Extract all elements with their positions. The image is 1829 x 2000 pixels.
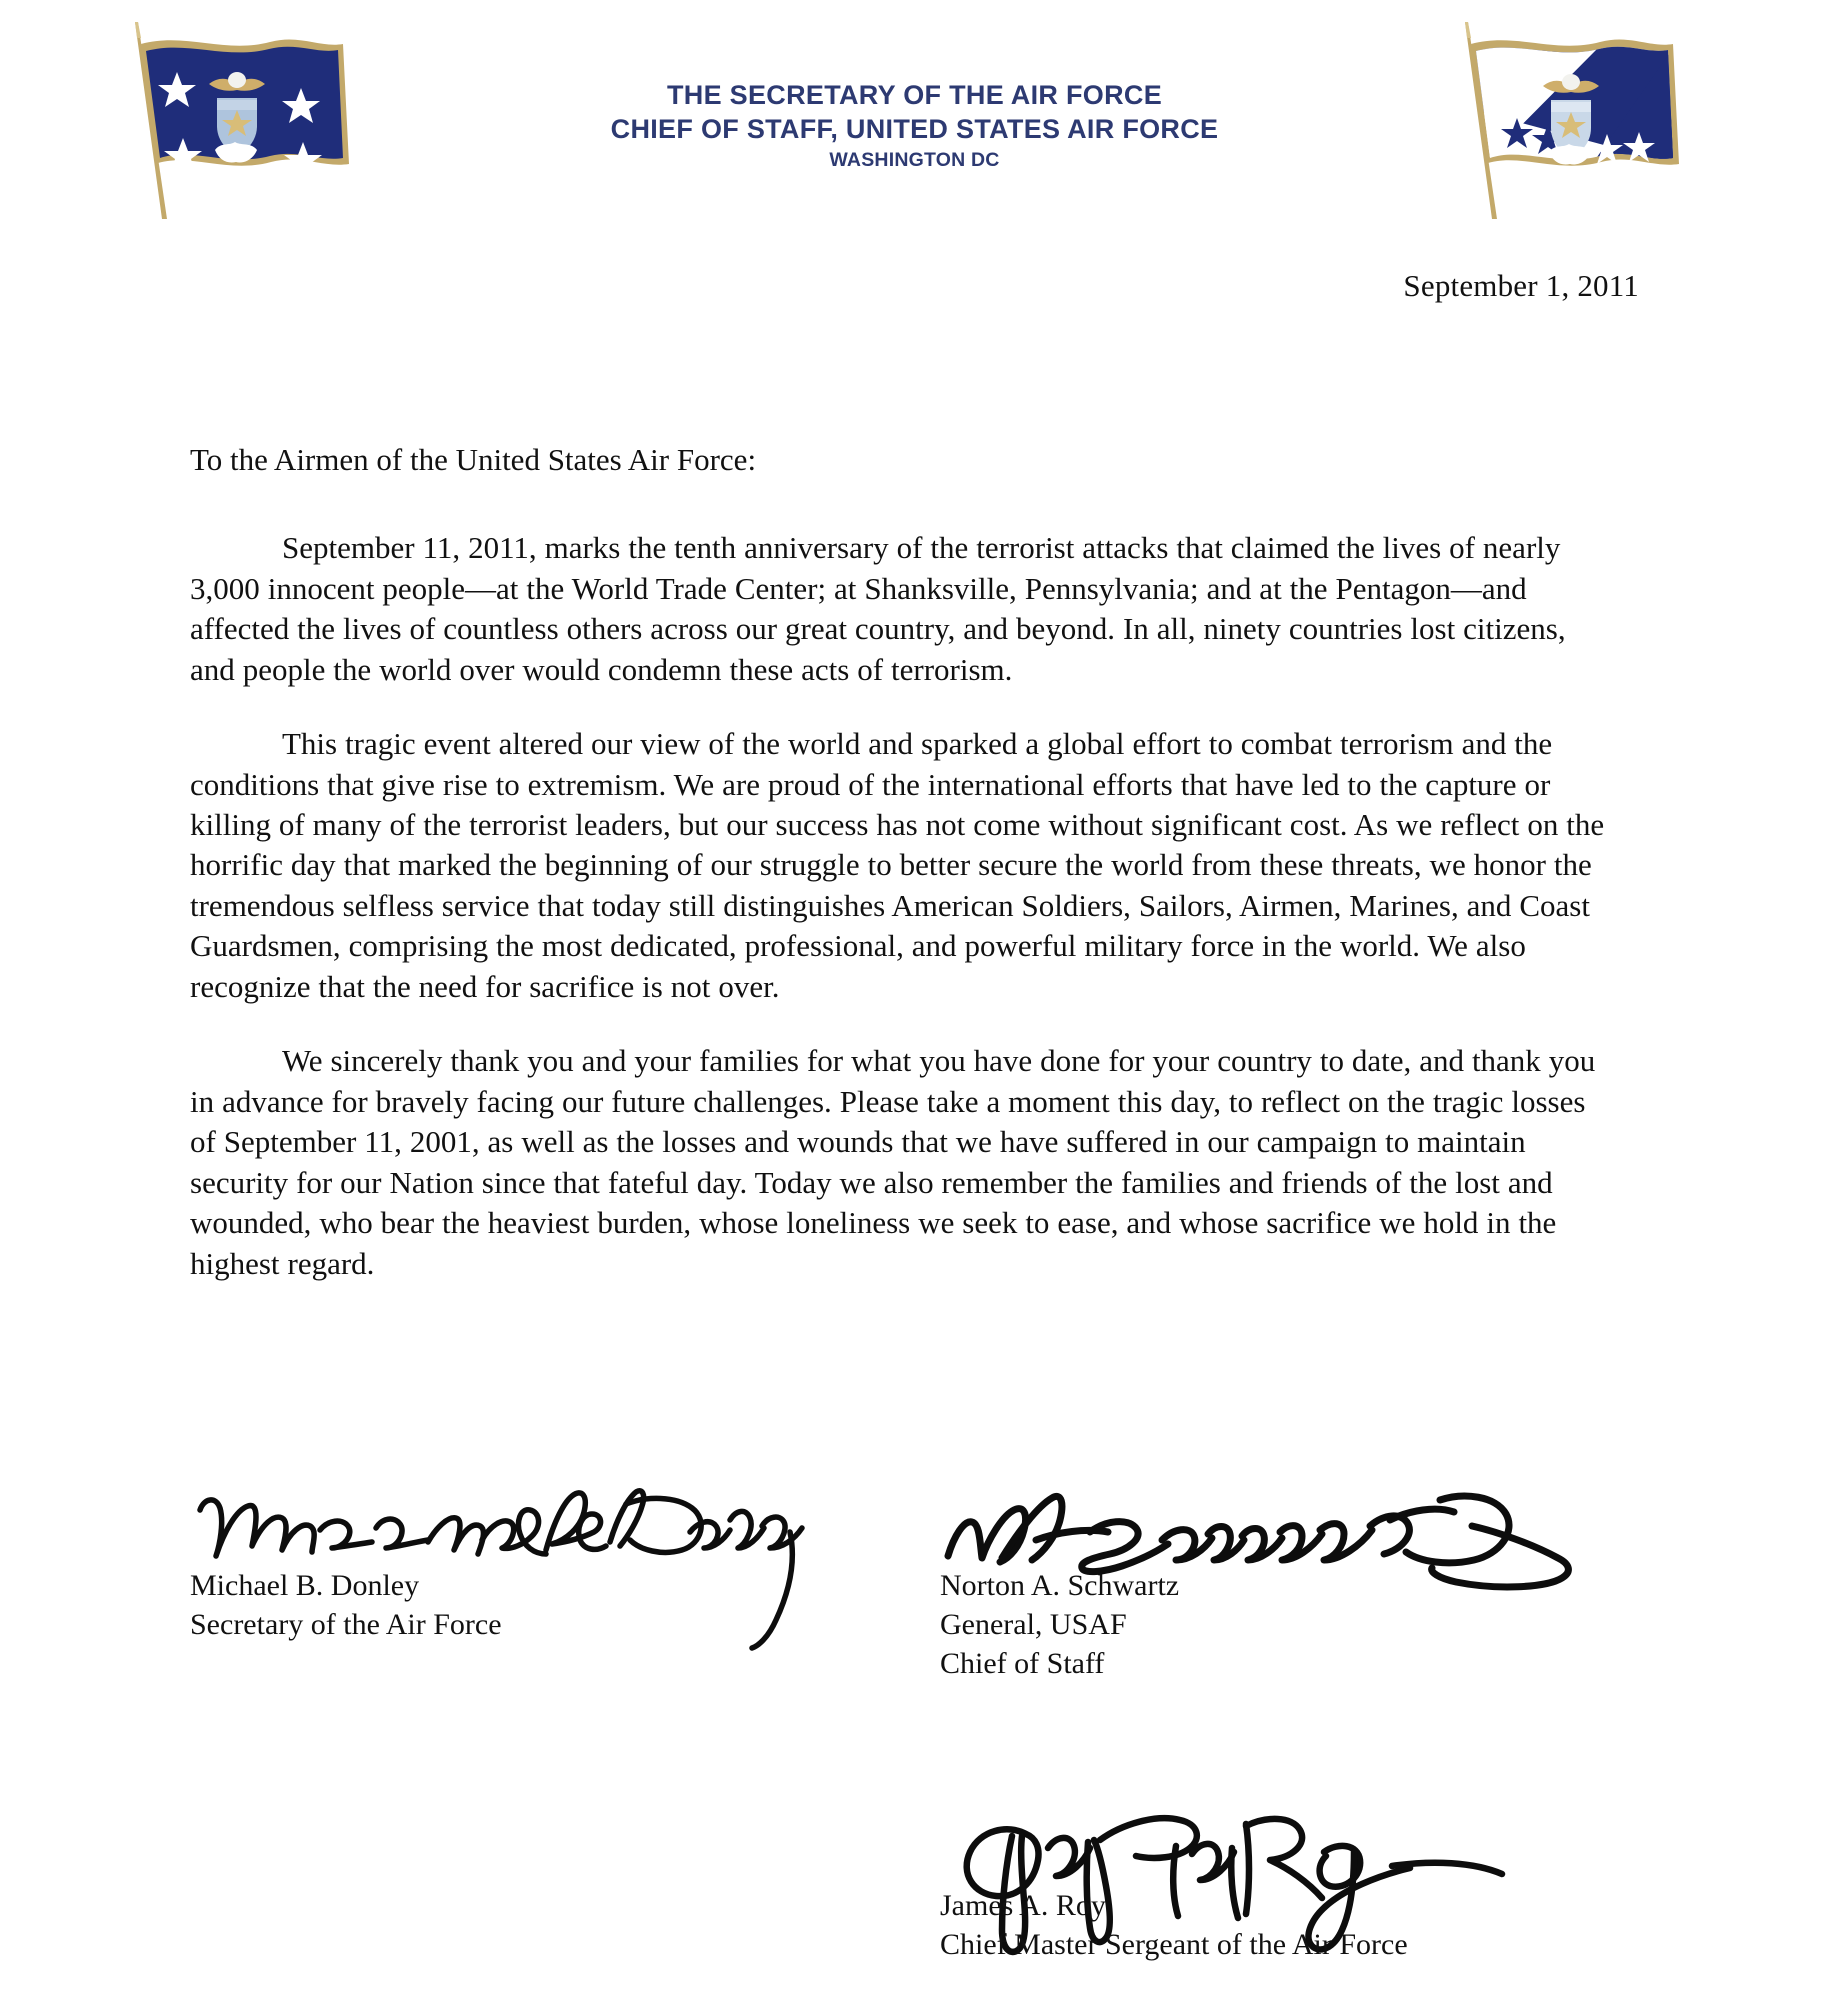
signature-image-schwartz (940, 1470, 1580, 1566)
letterhead-title (0, 78, 1829, 173)
signer-name: Norton A. Schwartz (940, 1569, 1180, 1602)
letterhead (0, 0, 1829, 230)
letter-date: September 1, 2011 (1403, 268, 1639, 303)
letter-body (190, 440, 1605, 1318)
signature-block-roy (940, 1790, 1640, 1964)
signature-names-donley (190, 1566, 810, 1644)
signer-name: Michael B. Donley (190, 1569, 420, 1602)
signature-block-donley (190, 1470, 810, 1644)
signer-title-1: Chief Master Sergeant of the Air Force (940, 1928, 1408, 1961)
body-paragraph-2: This tragic event altered our view of the world and sparked a global effort to combat terrorism and the conditions that give rise to extremism. We are proud of the international efforts that have led to the capture or killing of many of the terrorist leaders, but our success has not come without significant cost. As we reflect on the horrific day that marked the beginning of our struggle to better secure the world from these threats, we honor the tremendous selfless service that today still distinguishes American Soldiers, Sailors, Airmen, Marines, and Coast Guardsmen, comprising the most dedicated, professional, and powerful military force in the world. We also recognize that the need for sacrifice is not over. (190, 726, 1605, 1004)
letterhead-line-2: CHIEF OF STAFF, UNITED STATES AIR FORCE (610, 114, 1219, 145)
signature-image-donley (190, 1470, 810, 1566)
signer-title-1: Secretary of the Air Force (190, 1608, 502, 1641)
letterhead-line-3: WASHINGTON DC (829, 149, 1000, 172)
body-paragraph-1: September 11, 2011, marks the tenth anniversary of the terrorist attacks that claimed the lives of nearly 3,000 innocent people—at the World Trade Center; at Shanksville, Pennsylvania; and at the Pentagon—and affected the lives of countless others across our great country, and beyond. In all, ninety countries lost citizens, and people the world over would condemn these acts of terrorism. (190, 530, 1566, 687)
signature-block-schwartz (940, 1470, 1580, 1683)
signer-title-1: General, USAF (940, 1608, 1127, 1641)
salutation: To the Airmen of the United States Air Force: (190, 442, 757, 477)
signature-image-roy (940, 1790, 1640, 1886)
body-paragraph-3: We sincerely thank you and your families for what you have done for your country to date, and thank you in advance for bravely facing our future challenges. Please take a moment this day, to reflect on the tragic losses of September 11, 2001, as well as the losses and wounds that we have suffered in our campaign to maintain security for our Nation since that fateful day. Today we also remember the families and friends of the lost and wounded, who bear the heaviest burden, whose loneliness we seek to ease, and whose sacrifice we hold in the highest regard. (190, 1043, 1596, 1281)
letterhead-line-1: THE SECRETARY OF THE AIR FORCE (666, 80, 1163, 110)
signature-names-schwartz (940, 1566, 1580, 1683)
signer-title-2: Chief of Staff (940, 1647, 1105, 1680)
signature-names-roy (940, 1886, 1640, 1964)
signer-name: James A. Roy (940, 1889, 1106, 1922)
